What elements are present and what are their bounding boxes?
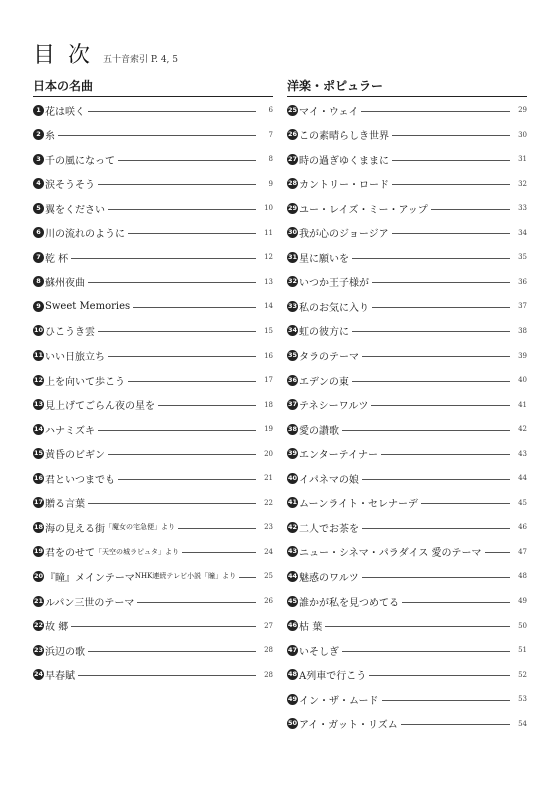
song-title: ムーンライト・セレナーデ bbox=[299, 499, 419, 511]
page-number: 36 bbox=[518, 277, 527, 286]
track-number-badge: 25 bbox=[288, 105, 298, 114]
track-number-badge: 50 bbox=[288, 719, 298, 728]
song-title: イン・ザ・ムード bbox=[299, 695, 379, 707]
page-number: 28 bbox=[264, 670, 273, 679]
toc-entry[interactable] bbox=[287, 519, 527, 535]
leader-line bbox=[118, 160, 256, 161]
leader-line bbox=[98, 430, 256, 431]
leader-line bbox=[325, 626, 510, 627]
toc-entry[interactable] bbox=[33, 593, 273, 609]
leader-line bbox=[128, 233, 256, 234]
leader-line bbox=[118, 479, 256, 480]
toc-entry[interactable] bbox=[33, 421, 273, 437]
track-number-badge: 8 bbox=[33, 276, 44, 287]
toc-entry[interactable] bbox=[33, 397, 273, 413]
leader-line bbox=[402, 602, 510, 603]
section-heading-japanese: 日本の名曲 bbox=[33, 76, 273, 97]
song-title: 二人でお茶を bbox=[299, 523, 360, 535]
page-number: 11 bbox=[264, 228, 273, 237]
song-title: 私のお気に入り bbox=[299, 302, 370, 314]
toc-entry[interactable] bbox=[287, 593, 527, 609]
page-number: 14 bbox=[264, 302, 273, 311]
song-title: 川の流れのように bbox=[45, 229, 125, 241]
track-number-badge: 19 bbox=[34, 547, 44, 556]
toc-header bbox=[33, 38, 178, 69]
leader-line bbox=[352, 258, 510, 259]
leader-line bbox=[401, 724, 510, 725]
track-number-badge: 32 bbox=[288, 277, 298, 286]
page-number: 53 bbox=[518, 695, 527, 704]
toc-entry[interactable] bbox=[33, 642, 273, 658]
song-title: タラのテーマ bbox=[299, 352, 360, 363]
leader-line bbox=[98, 331, 256, 332]
song-title: 涙そうそう bbox=[45, 180, 95, 192]
toc-entry[interactable] bbox=[33, 200, 273, 216]
toc-entry[interactable] bbox=[287, 495, 527, 511]
song-title: テネシーワルツ bbox=[299, 401, 369, 413]
leader-line bbox=[352, 331, 510, 332]
page-number: 10 bbox=[264, 204, 273, 213]
track-number-badge: 42 bbox=[288, 522, 298, 531]
song-title: 星に願いを bbox=[299, 253, 350, 265]
leader-line bbox=[362, 479, 510, 480]
toc-entry[interactable] bbox=[33, 495, 273, 511]
toc-entry[interactable] bbox=[33, 544, 273, 560]
track-number-badge: 40 bbox=[288, 473, 298, 482]
track-number-badge: 31 bbox=[288, 252, 298, 261]
leader-line bbox=[88, 111, 256, 112]
track-number-badge: 44 bbox=[288, 571, 298, 580]
track-number-badge: 49 bbox=[288, 694, 298, 703]
song-title: 黄昏のビギン bbox=[45, 450, 105, 462]
toc-entry[interactable] bbox=[287, 568, 527, 584]
leader-line bbox=[88, 503, 256, 504]
track-number-badge: 12 bbox=[34, 375, 44, 384]
page-title: 目 次 bbox=[33, 43, 93, 68]
song-title: 魅惑のワルツ bbox=[299, 572, 359, 584]
leader-line bbox=[372, 307, 510, 308]
song-title: ニュー・シネマ・パラダイス 愛のテーマ bbox=[299, 548, 482, 560]
track-number-badge: 10 bbox=[34, 326, 44, 335]
toc-entry[interactable] bbox=[33, 274, 273, 290]
page-number: 44 bbox=[518, 474, 527, 483]
toc-entry[interactable] bbox=[287, 200, 527, 216]
track-number-badge: 21 bbox=[34, 596, 44, 605]
track-number-badge: 36 bbox=[288, 375, 298, 384]
leader-line bbox=[182, 552, 256, 553]
song-source-note: 「魔女の宅急便」より bbox=[105, 523, 176, 532]
song-title: 乾 杯 bbox=[45, 253, 69, 265]
page-number: 7 bbox=[268, 130, 273, 139]
leader-line bbox=[98, 184, 256, 185]
track-number-badge: 45 bbox=[288, 596, 298, 605]
leader-line bbox=[108, 356, 256, 357]
page-number: 17 bbox=[264, 376, 273, 385]
toc-entry[interactable] bbox=[33, 470, 273, 486]
toc-entry[interactable] bbox=[287, 127, 527, 143]
page-number: 54 bbox=[518, 719, 527, 728]
toc-entry[interactable] bbox=[287, 323, 527, 339]
leader-line bbox=[421, 503, 510, 504]
toc-entry[interactable] bbox=[33, 102, 273, 118]
track-number-badge: 13 bbox=[34, 400, 44, 409]
song-title: 海の見える街 bbox=[45, 523, 106, 535]
song-title: 花は咲く bbox=[45, 106, 85, 118]
page-number: 38 bbox=[518, 326, 527, 335]
page-number: 15 bbox=[264, 326, 273, 335]
track-number-badge: 18 bbox=[34, 522, 44, 531]
page-number: 52 bbox=[518, 670, 527, 679]
track-number-badge: 29 bbox=[288, 203, 298, 212]
toc-entry[interactable] bbox=[33, 298, 273, 314]
page-number: 32 bbox=[518, 179, 527, 188]
toc-entry[interactable] bbox=[287, 667, 527, 683]
page-number: 51 bbox=[518, 646, 527, 655]
song-title: エンターテイナー bbox=[299, 450, 378, 462]
toc-entry[interactable] bbox=[287, 348, 527, 364]
toc-entry[interactable] bbox=[287, 446, 527, 462]
leader-line bbox=[392, 160, 510, 161]
page-number: 13 bbox=[264, 277, 273, 286]
page-number: 21 bbox=[264, 474, 273, 483]
page-number: 41 bbox=[518, 400, 527, 409]
leader-line bbox=[88, 282, 256, 283]
leader-line bbox=[71, 626, 256, 627]
song-title: 上を向いて歩こう bbox=[45, 376, 126, 388]
page-number: 20 bbox=[264, 449, 273, 458]
song-source-note: 「天空の城ラピュタ」より bbox=[95, 547, 180, 556]
track-number-badge: 43 bbox=[288, 547, 298, 556]
page-number: 42 bbox=[518, 425, 527, 434]
leader-line bbox=[133, 307, 256, 308]
track-number-badge: 34 bbox=[288, 326, 298, 335]
track-number-badge: 5 bbox=[33, 203, 44, 214]
page-number: 8 bbox=[268, 155, 273, 164]
leader-line bbox=[362, 356, 510, 357]
track-number-badge: 2 bbox=[33, 129, 44, 140]
toc-entry[interactable] bbox=[287, 397, 527, 413]
song-title: エデンの東 bbox=[299, 376, 349, 388]
track-number-badge: 35 bbox=[288, 351, 298, 359]
leader-line bbox=[128, 381, 256, 382]
leader-line bbox=[88, 651, 256, 652]
song-title: 千の風になって bbox=[45, 155, 115, 167]
track-number-badge: 48 bbox=[288, 670, 298, 679]
western-pop-column bbox=[287, 76, 527, 732]
song-title: 誰かが私を見つめてる bbox=[299, 597, 400, 609]
page-number: 49 bbox=[518, 597, 527, 605]
toc-entry[interactable] bbox=[287, 716, 527, 732]
song-title: イパネマの娘 bbox=[299, 474, 359, 486]
leader-line bbox=[239, 577, 256, 578]
toc-entry[interactable] bbox=[33, 127, 273, 143]
song-title: 枯 葉 bbox=[299, 622, 323, 634]
track-number-badge: 4 bbox=[33, 178, 44, 189]
toc-entry[interactable] bbox=[33, 225, 273, 241]
leader-line bbox=[372, 282, 510, 283]
toc-entry[interactable] bbox=[287, 618, 527, 634]
song-title: この素晴らしき世界 bbox=[299, 131, 390, 143]
toc-entry[interactable] bbox=[287, 421, 527, 437]
toc-entry[interactable] bbox=[287, 691, 527, 707]
leader-line bbox=[158, 405, 256, 406]
page-number: 35 bbox=[518, 253, 527, 262]
page-number: 39 bbox=[518, 351, 527, 360]
section-heading-western-pop: 洋楽・ポピュラー bbox=[287, 76, 527, 97]
page-number: 27 bbox=[264, 621, 273, 630]
toc-entry[interactable] bbox=[33, 667, 273, 683]
track-number-badge: 37 bbox=[288, 400, 298, 409]
song-title: アイ・ガット・リズム bbox=[299, 720, 398, 732]
page-number: 34 bbox=[518, 228, 527, 237]
track-number-badge: 17 bbox=[34, 498, 44, 507]
toc-entry[interactable] bbox=[287, 274, 527, 290]
track-number-badge: 30 bbox=[288, 228, 298, 237]
page-number: 33 bbox=[518, 204, 527, 213]
leader-line bbox=[485, 552, 510, 553]
leader-line bbox=[71, 258, 256, 259]
leader-line bbox=[392, 184, 510, 185]
track-number-badge: 15 bbox=[34, 449, 44, 458]
leader-line bbox=[381, 454, 510, 455]
leader-line bbox=[352, 381, 510, 382]
page-number: 6 bbox=[268, 106, 273, 114]
song-title: 時の過ぎゆくままに bbox=[299, 155, 390, 167]
toc-entry[interactable] bbox=[287, 298, 527, 314]
track-number-badge: 26 bbox=[288, 130, 298, 139]
leader-line bbox=[58, 135, 256, 136]
toc-entry[interactable] bbox=[33, 519, 273, 535]
page-number: 31 bbox=[518, 155, 527, 164]
song-title: カントリー・ロード bbox=[299, 180, 390, 192]
page-number: 22 bbox=[264, 498, 273, 507]
song-title: ハナミズキ bbox=[45, 425, 96, 437]
leader-line bbox=[342, 651, 510, 652]
song-title: 故 郷 bbox=[45, 622, 69, 634]
page-number: 28 bbox=[264, 646, 273, 655]
leader-line bbox=[108, 454, 256, 455]
track-number-badge: 46 bbox=[288, 621, 298, 630]
leader-line bbox=[362, 577, 510, 578]
leader-line bbox=[371, 405, 510, 406]
track-number-badge: 24 bbox=[34, 670, 44, 679]
song-title: 蘇州夜曲 bbox=[45, 278, 85, 290]
page-number: 40 bbox=[518, 376, 527, 385]
song-title: 糸 bbox=[45, 131, 55, 143]
song-title: ひこうき雲 bbox=[45, 327, 96, 339]
leader-line bbox=[382, 700, 510, 701]
toc-entry[interactable] bbox=[287, 151, 527, 167]
page-number: 29 bbox=[518, 106, 527, 114]
song-title: いい日旅立ち bbox=[45, 352, 106, 363]
track-number-badge: 27 bbox=[288, 154, 298, 163]
toc-entry[interactable] bbox=[33, 618, 273, 634]
toc-entry[interactable] bbox=[287, 544, 527, 560]
leader-line bbox=[392, 233, 510, 234]
track-number-badge: 39 bbox=[288, 449, 298, 458]
song-title: いつか王子様が bbox=[299, 278, 370, 290]
page-number: 46 bbox=[518, 523, 527, 532]
toc-entry[interactable] bbox=[287, 249, 527, 265]
toc-entry[interactable] bbox=[287, 102, 527, 118]
track-number-badge: 9 bbox=[33, 301, 44, 312]
track-number-badge: 41 bbox=[288, 498, 298, 507]
toc-entry[interactable] bbox=[33, 249, 273, 265]
page-number: 26 bbox=[264, 597, 273, 605]
song-title: 見上げてごらん夜の星を bbox=[45, 401, 156, 413]
leader-line bbox=[361, 111, 510, 112]
track-number-badge: 16 bbox=[34, 473, 44, 482]
toc-entry[interactable] bbox=[33, 323, 273, 339]
page-number: 16 bbox=[264, 351, 273, 360]
track-number-badge: 23 bbox=[34, 645, 44, 654]
track-number-badge: 38 bbox=[288, 424, 298, 433]
toc-entry[interactable] bbox=[33, 372, 273, 388]
track-number-badge: 20 bbox=[34, 571, 44, 580]
song-title: 翼をください bbox=[45, 204, 105, 216]
song-title: 我が心のジョージア bbox=[299, 229, 389, 241]
leader-line bbox=[369, 675, 510, 676]
track-number-badge: 7 bbox=[33, 252, 44, 263]
page-number: 37 bbox=[518, 302, 527, 311]
leader-line bbox=[392, 135, 510, 136]
page-number: 19 bbox=[264, 425, 273, 434]
toc-entry[interactable] bbox=[287, 470, 527, 486]
song-title: ルパン三世のテーマ bbox=[45, 597, 135, 609]
japanese-songs-column bbox=[33, 76, 273, 683]
toc-entry[interactable] bbox=[33, 446, 273, 462]
page-number: 30 bbox=[518, 130, 527, 139]
song-source-note: NHK連続テレビ小説「瞳」より bbox=[134, 572, 237, 581]
page-number: 9 bbox=[268, 179, 273, 188]
song-title: 『瞳』メインテーマ bbox=[45, 572, 135, 584]
song-title: 愛の讃歌 bbox=[299, 425, 340, 437]
page-number: 45 bbox=[518, 498, 527, 507]
track-number-badge: 11 bbox=[34, 351, 44, 359]
track-number-badge: 1 bbox=[33, 105, 44, 116]
track-number-badge: 6 bbox=[33, 227, 44, 238]
leader-line bbox=[431, 209, 510, 210]
song-title: 君といつまでも bbox=[45, 474, 116, 486]
toc-entry[interactable] bbox=[33, 568, 273, 584]
page-number: 23 bbox=[264, 523, 273, 532]
toc-entry[interactable] bbox=[33, 348, 273, 364]
page-number: 47 bbox=[518, 547, 527, 556]
track-number-badge: 33 bbox=[288, 301, 298, 310]
song-title: A列車で行こう bbox=[299, 671, 367, 683]
page-number: 24 bbox=[264, 547, 273, 556]
toc-entry[interactable] bbox=[287, 225, 527, 241]
leader-line bbox=[137, 602, 256, 603]
page-number: 18 bbox=[264, 400, 273, 409]
leader-line bbox=[178, 528, 256, 529]
page-number: 12 bbox=[264, 253, 273, 262]
leader-line bbox=[342, 430, 510, 431]
song-title: 浜辺の歌 bbox=[45, 646, 86, 658]
page-number: 25 bbox=[264, 572, 273, 581]
index-reference: 五十音索引 P. 4, 5 bbox=[103, 55, 178, 65]
track-number-badge: 14 bbox=[34, 424, 44, 433]
song-title: ユー・レイズ・ミー・アップ bbox=[299, 204, 428, 216]
song-title: 君をのせて bbox=[45, 548, 96, 560]
song-title: マイ・ウェイ bbox=[299, 106, 359, 118]
page-number: 43 bbox=[518, 449, 527, 458]
leader-line bbox=[362, 528, 510, 529]
track-number-badge: 28 bbox=[288, 179, 298, 188]
toc-entry[interactable] bbox=[287, 176, 527, 192]
toc-entry[interactable] bbox=[287, 642, 527, 658]
page-number: 48 bbox=[518, 572, 527, 581]
song-title: いそしぎ bbox=[299, 646, 340, 658]
track-number-badge: 22 bbox=[34, 621, 44, 630]
leader-line bbox=[78, 675, 256, 676]
track-number-badge: 3 bbox=[33, 154, 44, 165]
toc-entry[interactable] bbox=[33, 176, 273, 192]
song-title: 贈る言葉 bbox=[45, 499, 86, 511]
song-title: Sweet Memories bbox=[45, 300, 131, 312]
toc-entry[interactable] bbox=[33, 151, 273, 167]
track-number-badge: 47 bbox=[288, 645, 298, 654]
song-title: 早春賦 bbox=[45, 671, 76, 683]
toc-entry[interactable] bbox=[287, 372, 527, 388]
page-number: 50 bbox=[518, 621, 527, 630]
song-title: 虹の彼方に bbox=[299, 327, 350, 339]
leader-line bbox=[108, 209, 256, 210]
